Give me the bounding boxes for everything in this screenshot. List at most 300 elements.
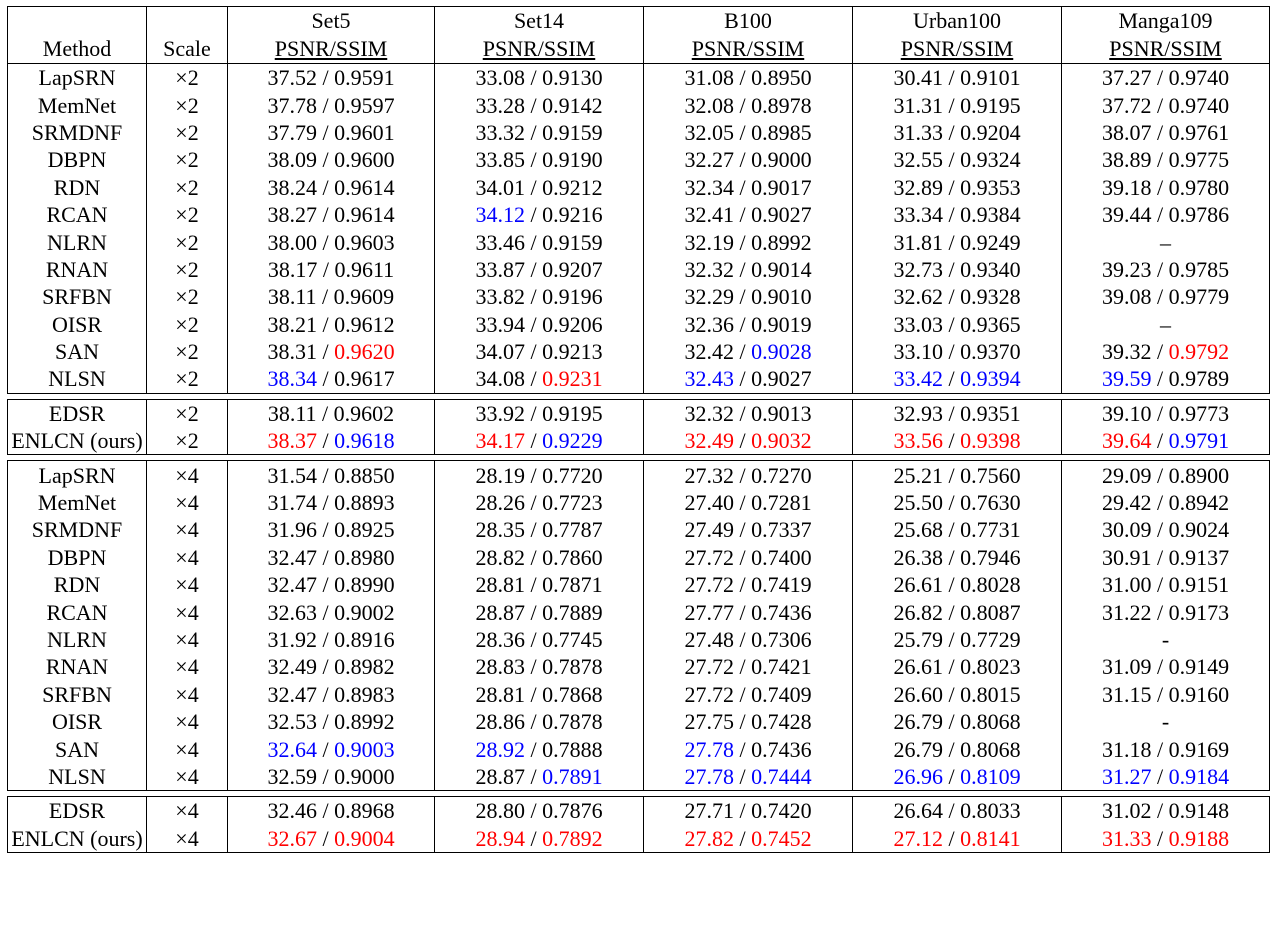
- scale-cell: ×4: [147, 571, 228, 598]
- psnr-value: 31.74: [267, 490, 317, 516]
- score-cell: [644, 516, 853, 543]
- score-cell: [435, 763, 644, 791]
- separator: /: [942, 339, 961, 365]
- separator: /: [942, 490, 961, 516]
- score-cell: [228, 201, 435, 228]
- psnr-value: 38.11: [267, 400, 317, 426]
- psnr-value: 39.08: [1101, 284, 1152, 310]
- ssim-value: 0.8983: [334, 681, 395, 707]
- score-cell: [1062, 283, 1270, 310]
- psnr-value: 38.89: [1101, 147, 1152, 173]
- psnr-value: 33.92: [475, 400, 525, 426]
- score-cell: [644, 489, 853, 516]
- separator: /: [524, 65, 543, 91]
- psnr-value: 39.23: [1101, 256, 1152, 282]
- method-cell: ENLCN (ours): [8, 825, 147, 853]
- psnr-value: 25.50: [893, 490, 943, 516]
- method-cell: OISR: [8, 708, 147, 735]
- ssim-value: 0.8015: [960, 681, 1021, 707]
- score-cell: [228, 399, 435, 427]
- separator: /: [316, 65, 335, 91]
- psnr-value: 32.42: [684, 339, 734, 365]
- ssim-value: 0.9206: [542, 311, 603, 337]
- header-dataset: Set5: [228, 7, 435, 35]
- ssim-value: 0.7436: [751, 736, 812, 762]
- ssim-value: 0.7720: [542, 462, 603, 488]
- method-cell: RCAN: [8, 201, 147, 228]
- ssim-value: 0.7420: [751, 798, 812, 824]
- psnr-value: 28.80: [475, 798, 525, 824]
- scale-cell: ×4: [147, 708, 228, 735]
- ssim-value: 0.8109: [960, 763, 1021, 789]
- psnr-value: 28.83: [475, 654, 525, 680]
- score-cell: [853, 283, 1062, 310]
- ssim-value: 0.8925: [334, 517, 395, 543]
- psnr-value: 31.81: [893, 229, 943, 255]
- separator: /: [733, 681, 752, 707]
- separator: /: [942, 428, 961, 454]
- score-cell: [644, 653, 853, 680]
- ssim-value: 0.9792: [1168, 339, 1230, 365]
- ssim-value: 0.8978: [751, 92, 812, 118]
- psnr-value: 32.55: [893, 147, 943, 173]
- method-cell: RDN: [8, 571, 147, 598]
- missing-value: -: [1161, 709, 1170, 735]
- method-cell: RDN: [8, 174, 147, 201]
- scale-cell: ×2: [147, 338, 228, 365]
- separator: /: [733, 517, 752, 543]
- separator: /: [942, 147, 961, 173]
- separator: /: [733, 92, 752, 118]
- separator: /: [524, 119, 543, 145]
- psnr-value: 33.28: [475, 92, 525, 118]
- separator: /: [1151, 147, 1169, 173]
- score-cell: [853, 64, 1062, 92]
- method-cell: NLRN: [8, 228, 147, 255]
- psnr-value: 33.08: [475, 65, 525, 91]
- psnr-value: 31.00: [1101, 572, 1152, 598]
- score-cell: [435, 201, 644, 228]
- separator: /: [524, 174, 543, 200]
- score-cell: [228, 571, 435, 598]
- score-cell: [228, 365, 435, 393]
- psnr-value: 32.47: [267, 572, 317, 598]
- score-cell: [228, 489, 435, 516]
- ssim-value: 0.9169: [1168, 736, 1230, 762]
- separator: /: [1151, 599, 1169, 625]
- ssim-value: 0.9173: [1168, 599, 1230, 625]
- separator: /: [1151, 572, 1169, 598]
- psnr-value: 28.26: [475, 490, 525, 516]
- psnr-value: 27.75: [684, 709, 734, 735]
- psnr-value: 26.79: [893, 709, 943, 735]
- psnr-value: 32.46: [267, 798, 317, 824]
- separator: /: [942, 517, 961, 543]
- table-row: [8, 228, 1270, 255]
- separator: /: [524, 709, 543, 735]
- ssim-value: 0.9028: [751, 339, 812, 365]
- ssim-value: 0.7444: [751, 763, 812, 789]
- score-cell: [1062, 571, 1270, 598]
- psnr-value: 37.79: [267, 119, 317, 145]
- separator: /: [316, 311, 335, 337]
- score-cell: [1062, 516, 1270, 543]
- score-cell: [435, 825, 644, 853]
- score-cell: [644, 174, 853, 201]
- ssim-value: 0.9353: [960, 174, 1021, 200]
- score-cell: [644, 571, 853, 598]
- score-cell: [644, 598, 853, 625]
- ssim-value: 0.9195: [960, 92, 1021, 118]
- separator: /: [316, 229, 335, 255]
- psnr-value: 27.32: [684, 462, 734, 488]
- score-cell: [228, 283, 435, 310]
- psnr-value: 32.49: [684, 428, 734, 454]
- ssim-value: 0.7878: [542, 654, 603, 680]
- ssim-value: 0.8968: [334, 798, 395, 824]
- score-cell: [228, 174, 435, 201]
- score-cell: [644, 825, 853, 853]
- ssim-value: 0.9004: [334, 825, 395, 851]
- score-cell: [1062, 201, 1270, 228]
- psnr-value: 32.08: [684, 92, 734, 118]
- method-cell: OISR: [8, 311, 147, 338]
- scale-cell: ×4: [147, 598, 228, 625]
- score-cell: [853, 735, 1062, 762]
- psnr-value: 33.46: [475, 229, 525, 255]
- ssim-value: 0.9780: [1168, 174, 1230, 200]
- ssim-value: 0.9142: [542, 92, 603, 118]
- ssim-value: 0.9151: [1168, 572, 1230, 598]
- score-cell: [644, 763, 853, 791]
- separator: /: [733, 65, 752, 91]
- table-row: [8, 91, 1270, 118]
- ssim-value: 0.8900: [1168, 462, 1230, 488]
- header-blank: [147, 7, 228, 35]
- scale-cell: ×2: [147, 228, 228, 255]
- ssim-value: 0.9601: [334, 119, 395, 145]
- score-cell: [1062, 365, 1270, 393]
- psnr-value: 38.00: [267, 229, 317, 255]
- separator: /: [942, 627, 961, 652]
- separator: /: [316, 462, 335, 488]
- score-cell: [644, 283, 853, 310]
- header-scale: Scale: [147, 34, 228, 64]
- ssim-value: 0.9010: [751, 284, 812, 310]
- separator: /: [524, 256, 543, 282]
- psnr-value: 31.96: [267, 517, 317, 543]
- table-row: [8, 653, 1270, 680]
- ssim-value: 0.9328: [960, 284, 1021, 310]
- separator: /: [733, 366, 752, 392]
- psnr-value: 33.10: [893, 339, 943, 365]
- separator: /: [733, 462, 752, 488]
- separator: /: [524, 400, 543, 426]
- score-cell: [1062, 797, 1270, 825]
- table-row: [8, 256, 1270, 283]
- score-cell: [1062, 825, 1270, 853]
- score-cell: [435, 797, 644, 825]
- separator: /: [942, 709, 961, 735]
- score-cell: [644, 256, 853, 283]
- separator: /: [942, 825, 961, 851]
- separator: /: [733, 284, 752, 310]
- psnr-value: 32.89: [893, 174, 943, 200]
- ssim-value: 0.9603: [334, 229, 395, 255]
- header-row-datasets: [8, 7, 1270, 35]
- score-cell: [644, 461, 853, 489]
- table-row: [8, 626, 1270, 653]
- ssim-value: 0.8942: [1168, 490, 1230, 516]
- separator: /: [1151, 119, 1169, 145]
- psnr-value: 27.40: [684, 490, 734, 516]
- separator: /: [942, 119, 961, 145]
- separator: /: [316, 654, 335, 680]
- ssim-value: 0.9159: [542, 229, 603, 255]
- separator: /: [524, 825, 543, 851]
- separator: /: [1151, 517, 1169, 543]
- psnr-value: 34.08: [475, 366, 525, 392]
- score-cell: [1062, 489, 1270, 516]
- missing-value: -: [1161, 627, 1170, 652]
- ssim-value: 0.8068: [960, 709, 1021, 735]
- separator: /: [942, 284, 961, 310]
- score-cell: [644, 399, 853, 427]
- score-cell: [644, 365, 853, 393]
- score-cell: [228, 681, 435, 708]
- separator: /: [942, 202, 961, 228]
- psnr-value: 32.53: [267, 709, 317, 735]
- ssim-value: 0.9791: [1168, 428, 1230, 454]
- psnr-value: 32.93: [893, 400, 943, 426]
- ssim-value: 0.9207: [542, 256, 603, 282]
- score-cell: [228, 461, 435, 489]
- table-row: [8, 311, 1270, 338]
- table-row: [8, 64, 1270, 92]
- table-row: [8, 201, 1270, 228]
- ssim-value: 0.8990: [334, 572, 395, 598]
- ssim-value: 0.9597: [334, 92, 395, 118]
- psnr-value: 33.82: [475, 284, 525, 310]
- psnr-value: 33.94: [475, 311, 525, 337]
- ssim-value: 0.9602: [333, 400, 395, 426]
- score-cell: [644, 311, 853, 338]
- score-cell: [853, 365, 1062, 393]
- header-dataset: Manga109: [1062, 7, 1270, 35]
- method-cell: LapSRN: [8, 461, 147, 489]
- score-cell: [435, 365, 644, 393]
- separator: /: [524, 229, 543, 255]
- separator: /: [733, 202, 752, 228]
- method-cell: NLSN: [8, 763, 147, 791]
- score-cell: [435, 489, 644, 516]
- psnr-value: 38.17: [267, 256, 318, 282]
- separator: /: [317, 256, 335, 282]
- separator: /: [942, 311, 961, 337]
- separator: /: [1151, 174, 1169, 200]
- method-cell: LapSRN: [8, 64, 147, 92]
- ssim-value: 0.8982: [334, 654, 395, 680]
- separator: /: [942, 256, 961, 282]
- score-cell: [644, 64, 853, 92]
- psnr-value: 26.82: [893, 599, 943, 625]
- score-cell: [1062, 146, 1270, 173]
- table-row: [8, 763, 1270, 791]
- ssim-value: 0.9149: [1168, 654, 1230, 680]
- score-cell: [853, 598, 1062, 625]
- score-cell: [435, 735, 644, 762]
- score-cell: [228, 228, 435, 255]
- separator: /: [1151, 736, 1169, 762]
- psnr-value: 27.82: [684, 825, 734, 851]
- psnr-value: 29.42: [1101, 490, 1152, 516]
- score-cell: [435, 64, 644, 92]
- score-cell: [853, 797, 1062, 825]
- ssim-value: 0.8980: [334, 544, 395, 570]
- ssim-value: 0.9195: [542, 400, 603, 426]
- separator: /: [316, 572, 335, 598]
- psnr-value: 30.91: [1101, 544, 1152, 570]
- separator: /: [316, 174, 335, 200]
- ssim-value: 0.9611: [334, 256, 395, 282]
- ssim-value: 0.7421: [751, 654, 812, 680]
- method-cell: NLRN: [8, 626, 147, 653]
- psnr-value: 27.77: [684, 599, 734, 625]
- score-cell: [1062, 174, 1270, 201]
- separator: /: [1151, 825, 1169, 851]
- missing-value: –: [1160, 311, 1171, 337]
- score-cell: [644, 544, 853, 571]
- separator: /: [1151, 798, 1169, 824]
- separator: /: [1151, 284, 1169, 310]
- ssim-value: 0.9609: [333, 284, 395, 310]
- scale-cell: ×4: [147, 544, 228, 571]
- ssim-value: 0.9618: [334, 428, 395, 454]
- score-cell: [228, 119, 435, 146]
- ssim-value: 0.8850: [334, 462, 395, 488]
- psnr-value: 28.87: [475, 763, 525, 789]
- scale-cell: ×4: [147, 681, 228, 708]
- psnr-value: 31.18: [1101, 736, 1152, 762]
- scale-cell: ×2: [147, 399, 228, 427]
- score-cell: [1062, 626, 1270, 653]
- separator: /: [316, 599, 335, 625]
- table-row: [8, 283, 1270, 310]
- scale-cell: ×2: [147, 174, 228, 201]
- psnr-value: 30.41: [893, 65, 943, 91]
- ssim-value: 0.9365: [960, 311, 1021, 337]
- score-cell: [1062, 544, 1270, 571]
- score-cell: [435, 174, 644, 201]
- ssim-value: 0.7731: [960, 517, 1021, 543]
- ssim-value: 0.7723: [542, 490, 603, 516]
- ssim-value: 0.9212: [542, 174, 603, 200]
- score-cell: [435, 399, 644, 427]
- score-cell: [1062, 228, 1270, 255]
- psnr-value: 33.56: [893, 428, 943, 454]
- ssim-value: 0.9786: [1168, 202, 1230, 228]
- psnr-value: 32.63: [267, 599, 317, 625]
- scale-cell: ×2: [147, 311, 228, 338]
- score-cell: [853, 338, 1062, 365]
- psnr-value: 39.18: [1101, 174, 1152, 200]
- score-cell: [228, 427, 435, 455]
- separator: /: [942, 174, 961, 200]
- psnr-value: 39.59: [1101, 366, 1152, 392]
- separator: /: [1151, 681, 1169, 707]
- separator: /: [316, 709, 335, 735]
- ssim-value: 0.9789: [1168, 366, 1230, 392]
- psnr-value: 33.32: [475, 119, 525, 145]
- separator: /: [1151, 366, 1169, 392]
- score-cell: [1062, 64, 1270, 92]
- psnr-value: 28.92: [475, 736, 525, 762]
- ssim-value: 0.8985: [751, 119, 812, 145]
- ssim-value: 0.9032: [751, 428, 812, 454]
- psnr-value: 27.72: [684, 572, 734, 598]
- scale-cell: ×4: [147, 735, 228, 762]
- ssim-value: 0.9761: [1168, 119, 1230, 145]
- score-cell: [435, 256, 644, 283]
- score-cell: [435, 119, 644, 146]
- score-cell: [1062, 91, 1270, 118]
- ssim-value: 0.8068: [960, 736, 1021, 762]
- psnr-value: 34.01: [475, 174, 525, 200]
- separator: /: [733, 627, 752, 652]
- separator: /: [733, 544, 752, 570]
- psnr-value: 38.37: [267, 428, 317, 454]
- ssim-value: 0.9773: [1168, 400, 1230, 426]
- scale-cell: ×2: [147, 283, 228, 310]
- separator: /: [524, 202, 543, 228]
- separator: /: [524, 798, 543, 824]
- psnr-value: 32.47: [267, 544, 317, 570]
- separator: /: [733, 572, 752, 598]
- ssim-value: 0.9196: [542, 284, 603, 310]
- score-cell: [435, 598, 644, 625]
- table-row: [8, 598, 1270, 625]
- score-cell: [853, 427, 1062, 455]
- psnr-value: 32.59: [267, 763, 317, 789]
- psnr-value: 39.10: [1101, 400, 1152, 426]
- psnr-value: 33.85: [475, 147, 525, 173]
- scale-cell: ×4: [147, 489, 228, 516]
- ssim-value: 0.9213: [542, 339, 603, 365]
- ssim-value: 0.9612: [334, 311, 395, 337]
- psnr-value: 27.72: [684, 544, 734, 570]
- ssim-value: 0.7419: [751, 572, 812, 598]
- method-cell: SRFBN: [8, 283, 147, 310]
- table-row: [8, 461, 1270, 489]
- ssim-value: 0.9600: [334, 147, 395, 173]
- table-row: [8, 544, 1270, 571]
- ssim-value: 0.9370: [960, 339, 1021, 365]
- score-cell: [1062, 119, 1270, 146]
- separator: /: [316, 119, 335, 145]
- psnr-value: 27.71: [684, 798, 734, 824]
- score-cell: [853, 825, 1062, 853]
- separator: /: [733, 654, 752, 680]
- score-cell: [1062, 735, 1270, 762]
- scale-cell: ×2: [147, 365, 228, 393]
- ssim-value: 0.7871: [542, 572, 603, 598]
- ssim-value: 0.7270: [751, 462, 812, 488]
- separator: /: [524, 92, 543, 118]
- psnr-value: 26.38: [893, 544, 943, 570]
- table-row: [8, 399, 1270, 427]
- score-cell: [853, 91, 1062, 118]
- missing-value: –: [1160, 229, 1171, 255]
